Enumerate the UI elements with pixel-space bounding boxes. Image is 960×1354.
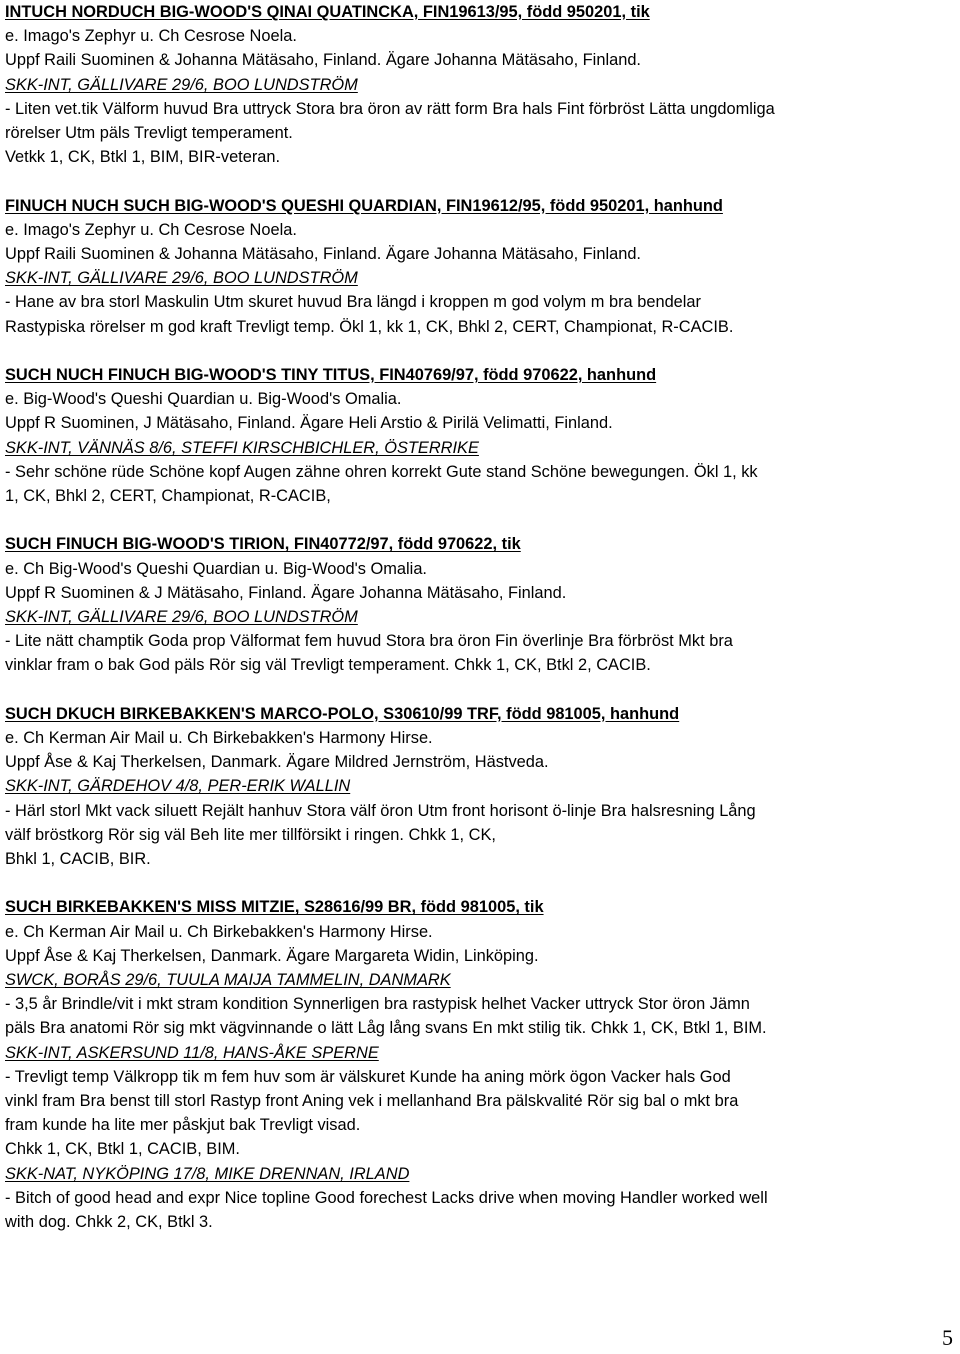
- show-judge-line: SKK-INT, VÄNNÄS 8/6, STEFFI KIRSCHBICHLER, ÖSTERRIKE: [5, 438, 479, 457]
- entry-separator: [5, 508, 957, 532]
- entry-separator: [5, 871, 957, 895]
- dog-entry: [5, 702, 957, 871]
- text-line: päls Bra anatomi Rör sig mkt vägvinnande o lätt Låg lång svans En mkt stilig tik. Chkk 1, CK, Btkl 1, BIM.: [5, 1019, 767, 1038]
- show-judge-line: SKK-INT, GÄLLIVARE 29/6, BOO LUNDSTRÖM: [5, 75, 358, 94]
- show-judge-line: SWCK, BORÅS 29/6, TUULA MAIJA TAMMELIN, DANMARK: [5, 971, 451, 990]
- text-line: - Liten vet.tik Välform huvud Bra uttryck Stora bra öron av rätt form Bra hals Fint förbröst Lätta ungdomliga: [5, 99, 775, 118]
- text-line: Uppf Raili Suominen & Johanna Mätäsaho, Finland. Ägare Johanna Mätäsaho, Finland.: [5, 245, 641, 264]
- text-line: - Sehr schöne rüde Schöne kopf Augen zähne ohren korrekt Gute stand Schöne bewegungen. Ökl 1, kk: [5, 462, 758, 481]
- dog-title: FINUCH NUCH SUCH BIG-WOOD'S QUESHI QUARDIAN, FIN19612/95, född 950201, hanhund: [5, 196, 723, 215]
- text-line: - Härl storl Mkt vack siluett Rejält hanhuv Stora välf öron Utm front horisont ö-linje Bra halsresning Lång: [5, 801, 756, 820]
- show-judge-line: SKK-NAT, NYKÖPING 17/8, MIKE DRENNAN, IRLAND: [5, 1164, 410, 1183]
- text-line: vinkl fram Bra benst till storl Rastyp front Aning vek i mellanhand Bra pälskvalité Rör sig bal o mkt bra: [5, 1092, 739, 1111]
- text-line: Bhkl 1, CACIB, BIR.: [5, 850, 151, 869]
- dog-title: SUCH BIRKEBAKKEN'S MISS MITZIE, S28616/99 BR, född 981005, tik: [5, 898, 544, 917]
- text-line: - Lite nätt champtik Goda prop Välformat fem huvud Stora bra öron Fin överlinje Bra förbröst Mkt bra: [5, 632, 733, 651]
- text-line: Uppf Åse & Kaj Therkelsen, Danmark. Ägare Margareta Widin, Linköping.: [5, 946, 539, 965]
- text-line: e. Imago's Zephyr u. Ch Cesrose Noela.: [5, 220, 297, 239]
- show-judge-line: SKK-INT, GÄLLIVARE 29/6, BOO LUNDSTRÖM: [5, 269, 358, 288]
- show-judge-line: SKK-INT, ASKERSUND 11/8, HANS-ÅKE SPERNE: [5, 1043, 379, 1062]
- dog-title: INTUCH NORDUCH BIG-WOOD'S QINAI QUATINCKA, FIN19613/95, född 950201, tik: [5, 3, 650, 21]
- text-line: - 3,5 år Brindle/vit i mkt stram kondition Synnerligen bra rastypisk helhet Vacker uttryck Stor öron Jämn: [5, 995, 750, 1014]
- text-line: 1, CK, Bhkl 2, CERT, Championat, R-CACIB,: [5, 487, 331, 506]
- entry-separator: [5, 169, 957, 193]
- document-page: [5, 0, 957, 1234]
- text-line: Uppf R Suominen & J Mätäsaho, Finland. Ägare Johanna Mätäsaho, Finland.: [5, 583, 567, 602]
- text-line: Uppf R Suominen, J Mätäsaho, Finland. Ägare Heli Arstio & Pirilä Velimatti, Finland.: [5, 414, 613, 433]
- show-judge-line: SKK-INT, GÄLLIVARE 29/6, BOO LUNDSTRÖM: [5, 608, 358, 627]
- text-line: with dog. Chkk 2, CK, Btkl 3.: [5, 1213, 213, 1232]
- text-line: Chkk 1, CK, Btkl 1, CACIB, BIM.: [5, 1140, 240, 1159]
- page-number: 5: [942, 1325, 953, 1350]
- text-line: Vetkk 1, CK, Btkl 1, BIM, BIR-veteran.: [5, 148, 281, 167]
- text-line: - Bitch of good head and expr Nice topline Good forechest Lacks drive when moving Handler worked well: [5, 1188, 768, 1207]
- text-line: - Hane av bra storl Maskulin Utm skuret huvud Bra längd i kroppen m god volym m bra bendelar: [5, 293, 702, 312]
- text-line: Uppf Raili Suominen & Johanna Mätäsaho, Finland. Ägare Johanna Mätäsaho, Finland.: [5, 51, 641, 70]
- entry-separator: [5, 678, 957, 702]
- text-line: e. Big-Wood's Queshi Quardian u. Big-Wood's Omalia.: [5, 390, 402, 409]
- show-judge-line: SKK-INT, GÄRDEHOV 4/8, PER-ERIK WALLIN: [5, 777, 351, 796]
- dog-entry: [5, 194, 957, 339]
- text-line: Uppf Åse & Kaj Therkelsen, Danmark. Ägare Mildred Jernström, Hästveda.: [5, 753, 549, 772]
- dog-entry: [5, 895, 957, 1234]
- entry-separator: [5, 339, 957, 363]
- text-line: e. Ch Kerman Air Mail u. Ch Birkebakken's Harmony Hirse.: [5, 729, 433, 748]
- text-line: vinklar fram o bak God päls Rör sig väl Trevligt temperament. Chkk 1, CK, Btkl 2, CACIB.: [5, 656, 651, 675]
- text-line: Rastypiska rörelser m god kraft Trevligt temp. Ökl 1, kk 1, CK, Bhkl 2, CERT, Championat, R-CACIB.: [5, 317, 734, 336]
- text-line: välf bröstkorg Rör sig väl Beh lite mer tillförsikt i ringen. Chkk 1, CK,: [5, 825, 496, 844]
- dog-title: SUCH DKUCH BIRKEBAKKEN'S MARCO-POLO, S30610/99 TRF, född 981005, hanhund: [5, 704, 680, 723]
- dog-entry: [5, 532, 957, 677]
- text-line: e. Ch Kerman Air Mail u. Ch Birkebakken's Harmony Hirse.: [5, 922, 433, 941]
- text-line: rörelser Utm päls Trevligt temperament.: [5, 124, 293, 143]
- text-line: fram kunde ha lite mer påskjut bak Trevligt visad.: [5, 1116, 361, 1135]
- dog-title: SUCH NUCH FINUCH BIG-WOOD'S TINY TITUS, FIN40769/97, född 970622, hanhund: [5, 366, 657, 385]
- dog-entry: [5, 363, 957, 508]
- dog-title: SUCH FINUCH BIG-WOOD'S TIRION, FIN40772/97, född 970622, tik: [5, 535, 521, 554]
- dog-entry: [5, 0, 957, 169]
- text-line: e. Imago's Zephyr u. Ch Cesrose Noela.: [5, 27, 297, 46]
- text-line: - Trevligt temp Välkropp tik m fem huv som är välskuret Kunde ha aning mörk ögon Vacker hals God: [5, 1067, 731, 1086]
- text-line: e. Ch Big-Wood's Queshi Quardian u. Big-Wood's Omalia.: [5, 559, 427, 578]
